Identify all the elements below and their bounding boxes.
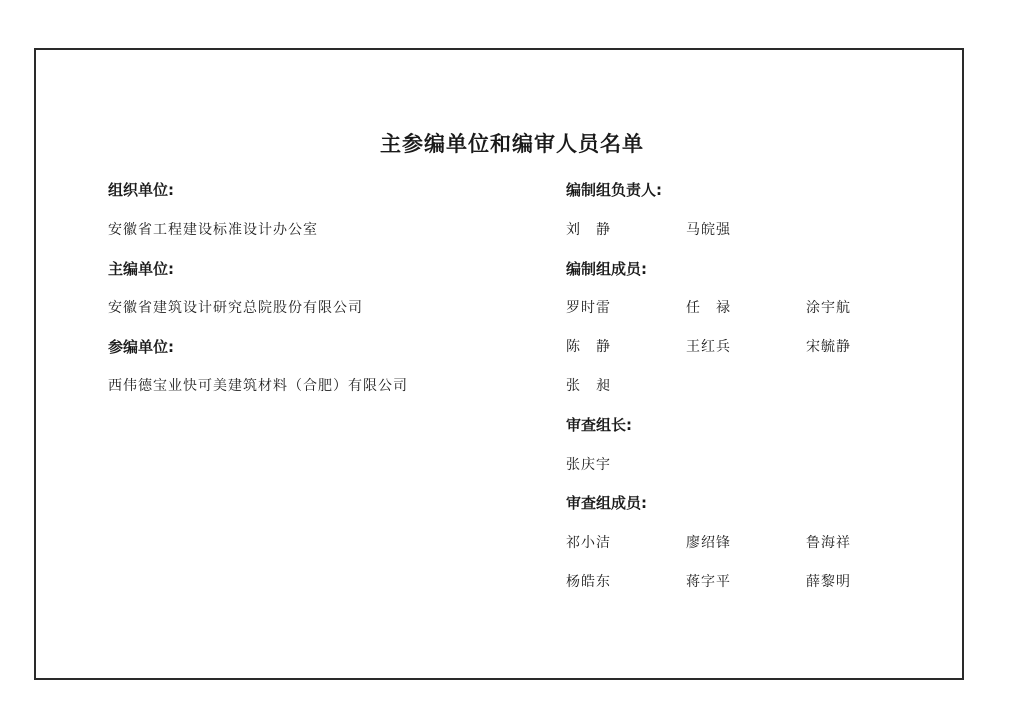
member-name: 任 禄: [686, 300, 731, 316]
leaders-heading: 编制组负责人:: [566, 181, 662, 199]
member-name: 陈 静: [566, 339, 611, 355]
reviewer-name: 祁小洁: [566, 535, 611, 551]
co-editor-name: 西伟德宝业快可美建筑材料（合肥）有限公司: [108, 378, 408, 394]
member-name: 宋毓静: [806, 339, 851, 355]
members-heading: 编制组成员:: [566, 260, 647, 278]
organizer-heading: 组织单位:: [108, 181, 174, 199]
reviewer-name: 廖绍锋: [686, 535, 731, 551]
reviewer-name: 蒋字平: [686, 574, 731, 590]
reviewer-name: 鲁海祥: [806, 535, 851, 551]
co-editor-heading: 参编单位:: [108, 338, 174, 356]
reviewers-heading: 审查组成员:: [566, 494, 647, 512]
chief-editor-heading: 主编单位:: [108, 260, 174, 278]
member-name: 涂宇航: [806, 300, 851, 316]
review-leader-name: 张庆宇: [566, 457, 611, 473]
member-name: 张 昶: [566, 378, 611, 394]
reviewer-name: 薛黎明: [806, 574, 851, 590]
leader-name: 马皖强: [686, 222, 731, 238]
member-name: 王红兵: [686, 339, 731, 355]
page-title: 主参编单位和编审人员名单: [380, 132, 644, 156]
chief-editor-name: 安徽省建筑设计研究总院股份有限公司: [108, 300, 363, 316]
review-leader-heading: 审查组长:: [566, 416, 632, 434]
leader-name: 刘 静: [566, 222, 611, 238]
organizer-name: 安徽省工程建设标准设计办公室: [108, 222, 318, 238]
reviewer-name: 杨皓东: [566, 574, 611, 590]
member-name: 罗时雷: [566, 300, 611, 316]
